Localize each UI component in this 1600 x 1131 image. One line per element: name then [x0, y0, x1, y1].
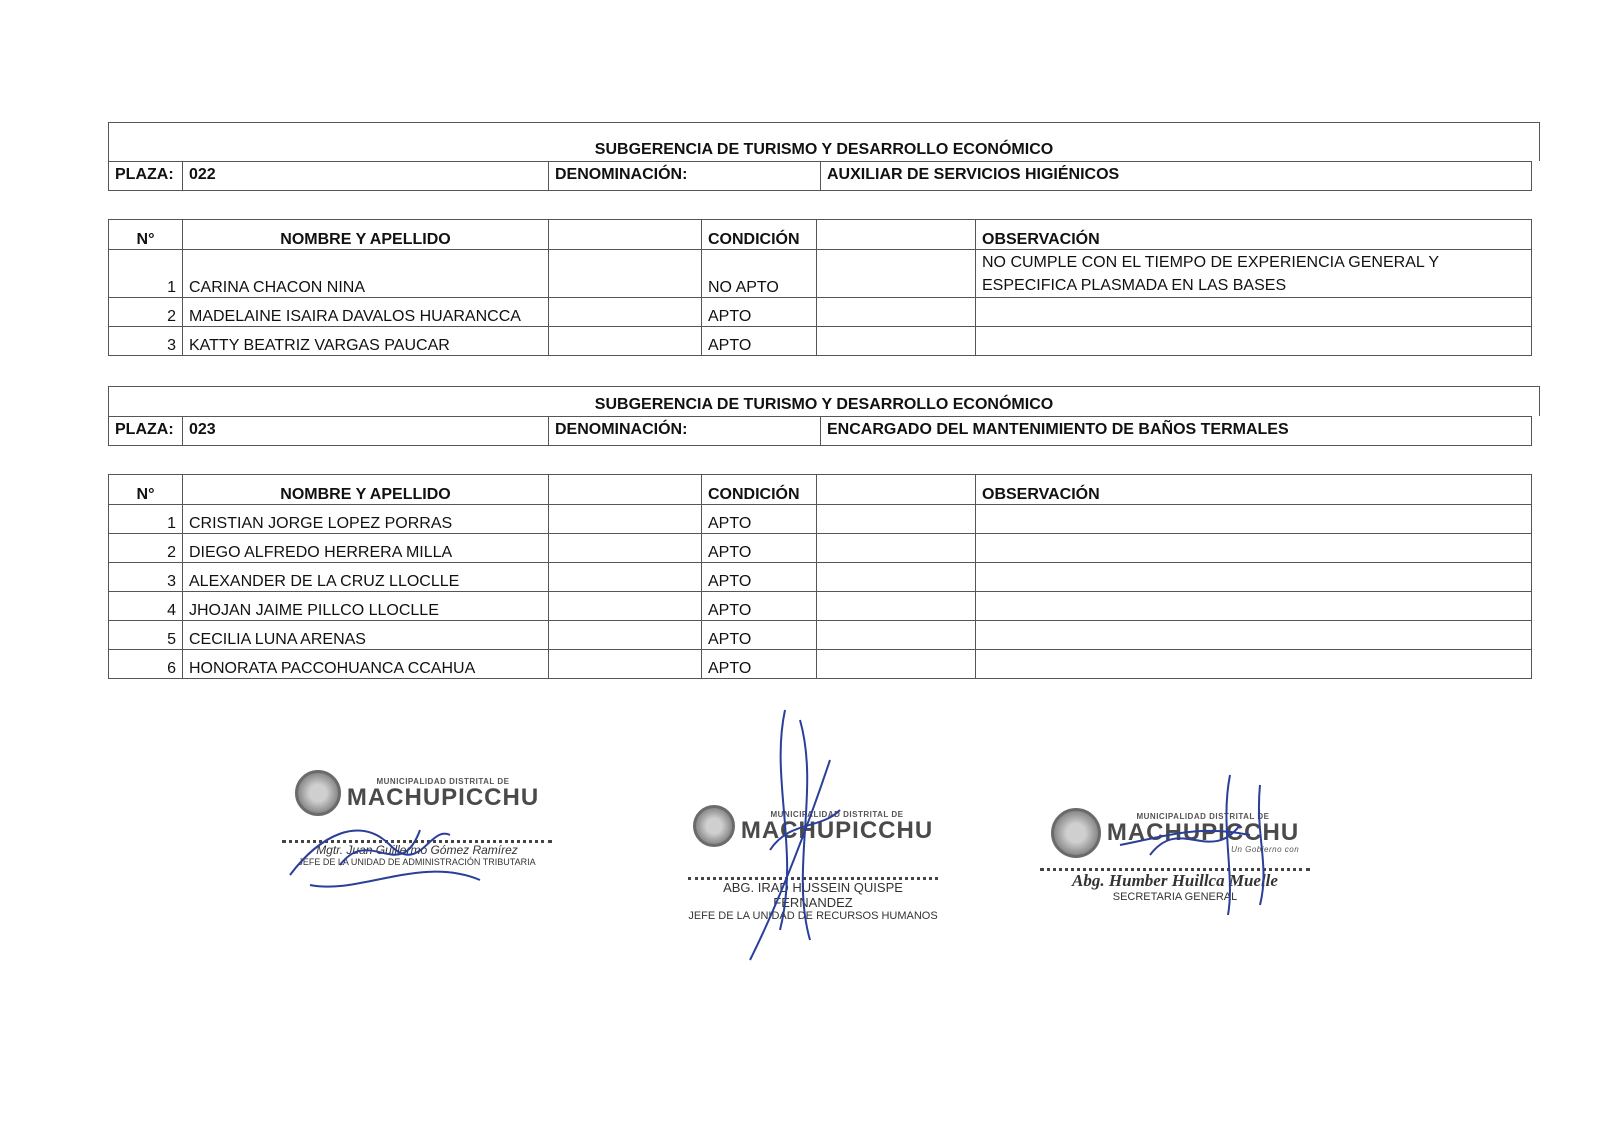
col-name: NOMBRE Y APELLIDO — [183, 475, 549, 505]
row-num: 2 — [109, 298, 183, 327]
table-row — [109, 563, 1532, 592]
row-num: 5 — [109, 621, 183, 650]
row-name: JHOJAN JAIME PILLCO LLOCLLE — [183, 592, 549, 621]
row-num: 1 — [109, 250, 183, 298]
table-row — [109, 650, 1532, 679]
municipal-stamp: MUNICIPALIDAD DISTRITAL DE MACHUPICCHU — [282, 770, 552, 816]
denominacion-value: AUXILIAR DE SERVICIOS HIGIÉNICOS — [827, 166, 1120, 183]
row-name: MADELAINE ISAIRA DAVALOS HUARANCCA — [183, 298, 549, 327]
plaza-value: 022 — [183, 162, 549, 190]
row-condition: APTO — [702, 298, 817, 327]
table-header-row — [109, 220, 1532, 250]
row-condition: APTO — [702, 621, 817, 650]
municipal-stamp: MUNICIPALIDAD DISTRITAL DE MACHUPICCHU Un Gobierno con — [1040, 808, 1310, 858]
section-1-plaza-row — [108, 161, 1532, 191]
row-condition: APTO — [702, 327, 817, 356]
signer-role: JEFE DE LA UNIDAD DE RECURSOS HUMANOS — [688, 910, 938, 922]
section-2-title: SUBGERENCIA DE TURISMO Y DESARROLLO ECONÓMICO — [594, 396, 1054, 413]
municipal-stamp: MUNICIPALIDAD DISTRITAL DE MACHUPICCHU — [688, 805, 938, 847]
row-num: 4 — [109, 592, 183, 621]
col-observation: OBSERVACIÓN — [976, 220, 1532, 250]
plaza-label: PLAZA: — [109, 417, 183, 445]
table-row — [109, 592, 1532, 621]
section-2-header — [108, 386, 1540, 416]
signature-scribble-3 — [1110, 765, 1290, 925]
table-row — [109, 505, 1532, 534]
row-name: DIEGO ALFREDO HERRERA MILLA — [183, 534, 549, 563]
section-2-plaza-row — [108, 416, 1532, 446]
signer-name: Abg. Humber Huillca Muelle — [1072, 871, 1278, 890]
col-observation: OBSERVACIÓN — [976, 475, 1532, 505]
section-2-header-block — [108, 386, 1532, 446]
row-name: CARINA CHACON NINA — [183, 250, 549, 298]
row-condition: NO APTO — [702, 250, 817, 298]
row-name: ALEXANDER DE LA CRUZ LLOCLLE — [183, 563, 549, 592]
signer-name: Mgtr. Juan Guillermo Gómez Ramírez — [316, 843, 518, 857]
row-condition: APTO — [702, 505, 817, 534]
row-condition: APTO — [702, 592, 817, 621]
table-header-row — [109, 475, 1532, 505]
applicants-table-2 — [108, 474, 1532, 679]
table-row — [109, 298, 1532, 327]
plaza-value: 023 — [183, 417, 549, 445]
section-1-title: SUBGERENCIA DE TURISMO Y DESARROLLO ECONÓMICO — [594, 141, 1054, 158]
row-condition: APTO — [702, 534, 817, 563]
row-observation — [976, 327, 1532, 356]
applicants-table-1 — [108, 219, 1532, 356]
signature-scribble-2 — [690, 700, 870, 970]
table-row — [109, 250, 1532, 298]
signature-scribble-1 — [280, 795, 530, 905]
row-num: 3 — [109, 563, 183, 592]
row-name: KATTY BEATRIZ VARGAS PAUCAR — [183, 327, 549, 356]
signer-role: JEFE DE LA UNIDAD DE ADMINISTRACIÓN TRIBUTARIA — [298, 857, 536, 867]
row-name: HONORATA PACCOHUANCA CCAHUA — [183, 650, 549, 679]
row-name: CRISTIAN JORGE LOPEZ PORRAS — [183, 505, 549, 534]
row-observation — [976, 298, 1532, 327]
section-1-header-block — [108, 122, 1532, 191]
col-empty — [817, 220, 976, 250]
row-condition: APTO — [702, 650, 817, 679]
table-row — [109, 327, 1532, 356]
col-name: NOMBRE Y APELLIDO — [183, 220, 549, 250]
table-row — [109, 621, 1532, 650]
signer-name: ABG. IRAD HUSSEIN QUISPE FERNANDEZ — [723, 880, 903, 910]
row-observation: NO CUMPLE CON EL TIEMPO DE EXPERIENCIA GENERAL Y ESPECIFICA PLASMADA EN LAS BASES — [976, 250, 1532, 298]
col-num: N° — [109, 475, 183, 505]
row-num: 2 — [109, 534, 183, 563]
row-num: 6 — [109, 650, 183, 679]
col-num: N° — [109, 220, 183, 250]
row-condition: APTO — [702, 563, 817, 592]
denominacion-label: DENOMINACIÓN: — [549, 417, 821, 445]
col-empty — [549, 220, 702, 250]
table-row — [109, 534, 1532, 563]
municipal-seal-icon — [1051, 808, 1101, 858]
denominacion-label: DENOMINACIÓN: — [549, 162, 821, 190]
col-condition: CONDICIÓN — [702, 475, 817, 505]
row-num: 1 — [109, 505, 183, 534]
col-condition: CONDICIÓN — [702, 220, 817, 250]
row-name: CECILIA LUNA ARENAS — [183, 621, 549, 650]
row-num: 3 — [109, 327, 183, 356]
plaza-label: PLAZA: — [109, 162, 183, 190]
section-1-header — [108, 122, 1540, 161]
denominacion-value: ENCARGADO DEL MANTENIMIENTO DE BAÑOS TERMALES — [827, 421, 1289, 438]
signer-role: SECRETARIA GENERAL — [1112, 891, 1238, 903]
